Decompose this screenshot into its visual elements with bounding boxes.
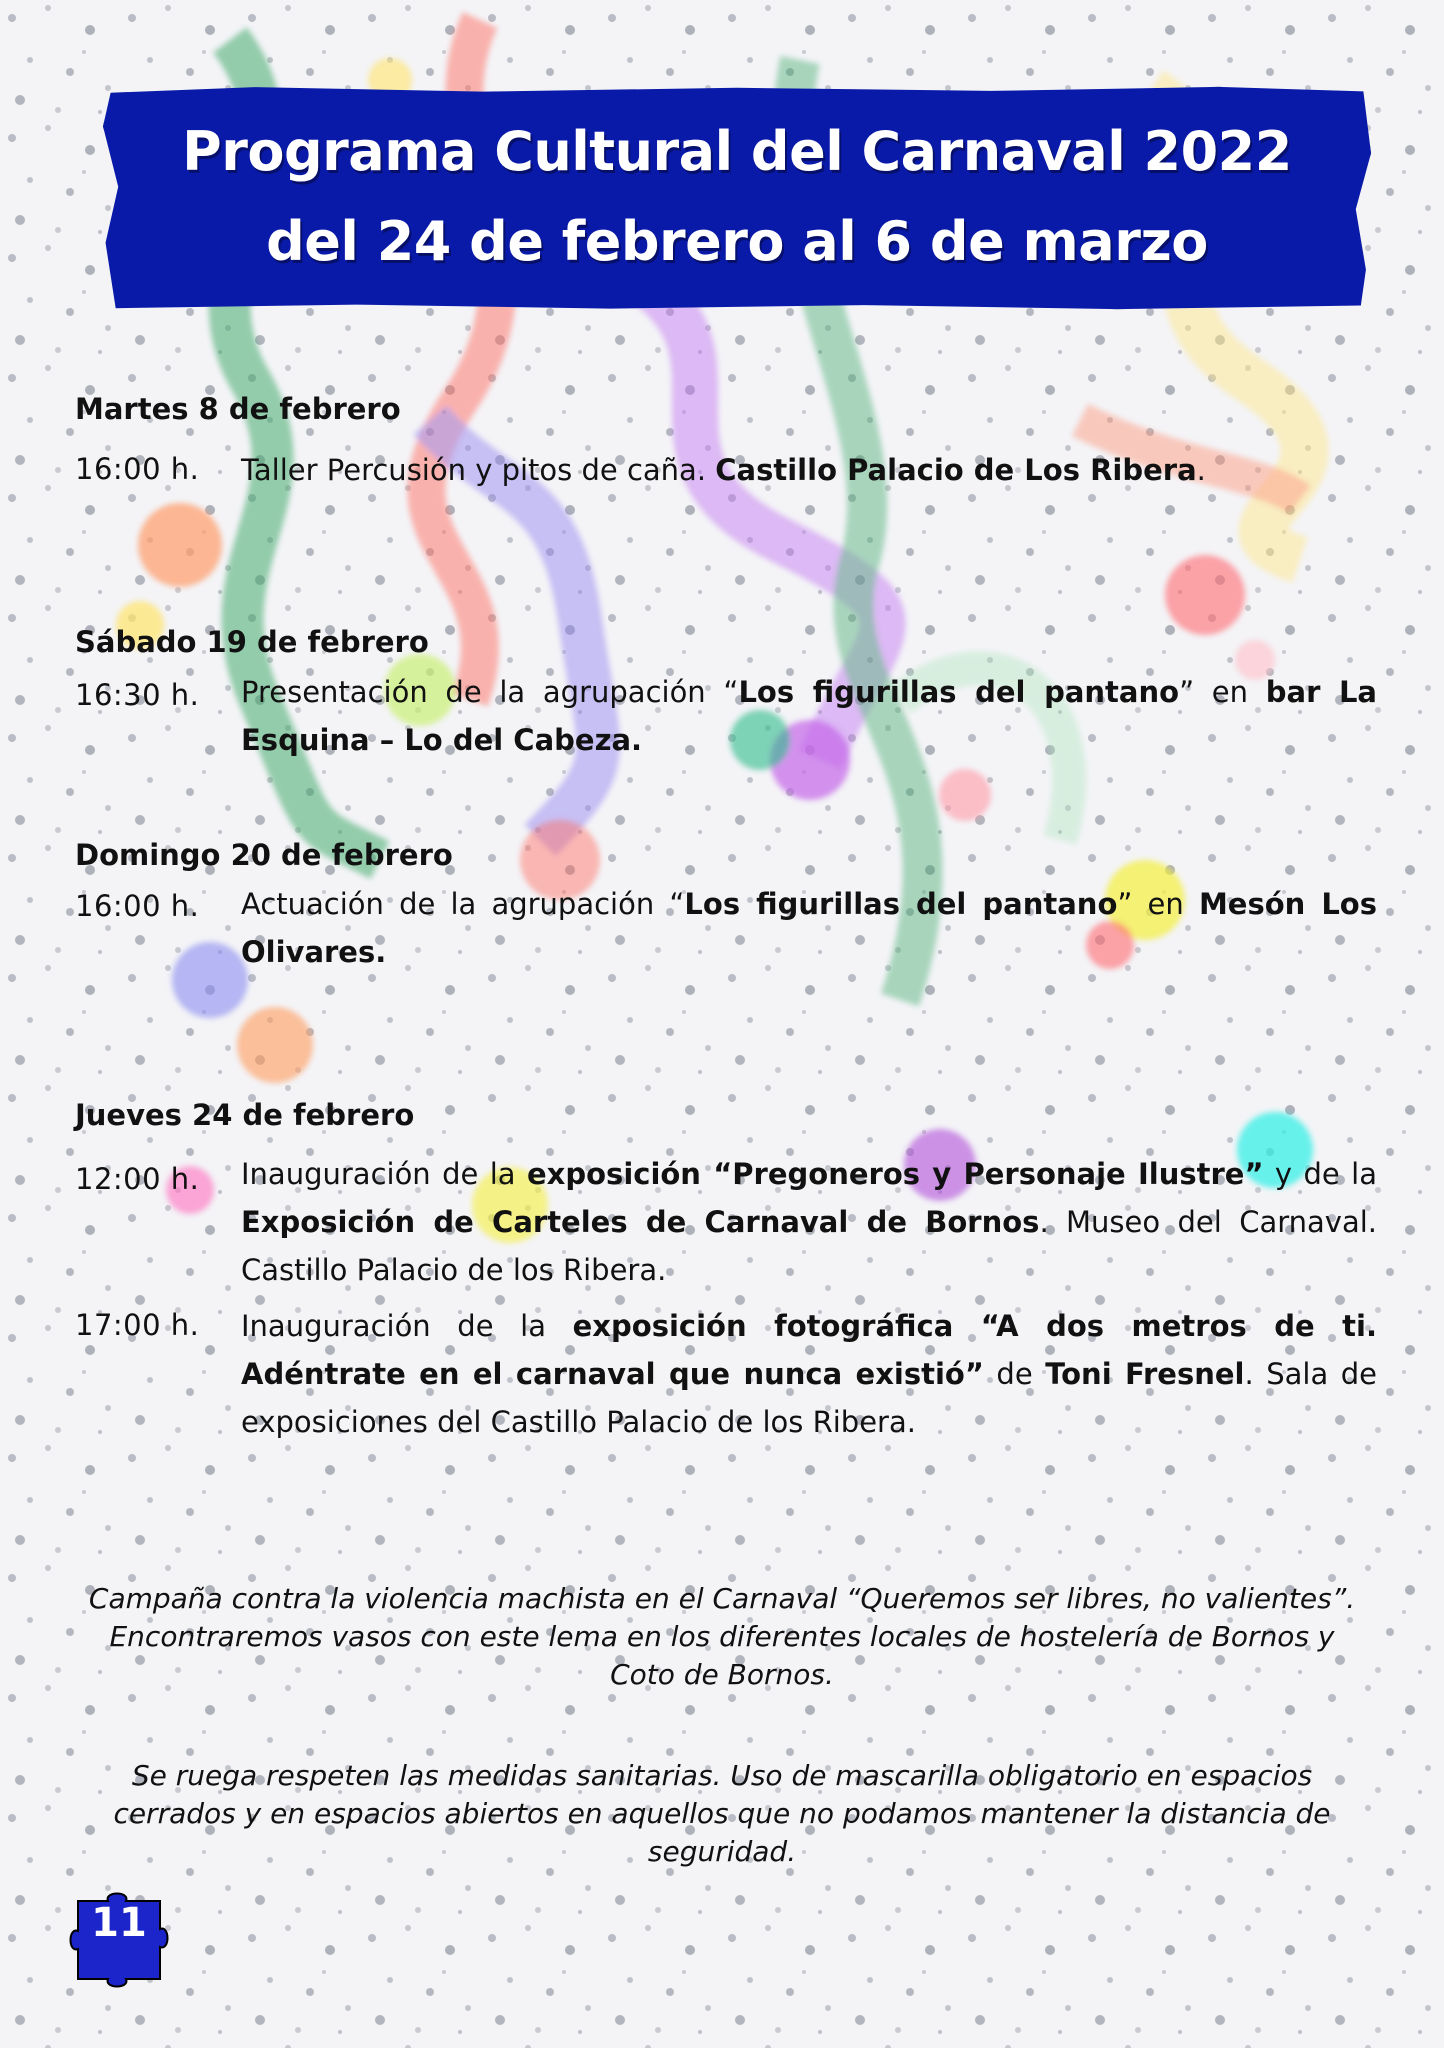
event-description xyxy=(241,668,1377,764)
event-exhibition: exposición “Pregoneros y Personaje Ilustre” xyxy=(527,1157,1264,1191)
event-venue: Castillo Palacio de Los Ribera xyxy=(715,453,1197,487)
event-exhibition: Exposición de Carteles de Carnaval de Bornos xyxy=(241,1205,1040,1239)
campaign-note: Campaña contra la violencia machista en el Carnaval “Queremos ser libres, no valientes”. Encontraremos vasos con este lema en los diferentes locales de hostelería de Bornos y Coto de Bornos. xyxy=(88,1582,1356,1691)
event-text: . Sala de exposiciones del Castillo Palacio de los Ribera. xyxy=(241,1357,1377,1439)
event-text: de xyxy=(983,1357,1046,1391)
event-text: Taller Percusión y pitos de caña. xyxy=(241,453,716,487)
event-time: 12:00 h. xyxy=(75,1162,200,1196)
event-time: 16:30 h. xyxy=(75,678,200,712)
event-description xyxy=(241,446,1377,494)
event-day-heading: Domingo 20 de febrero xyxy=(75,838,453,872)
page-number: 11 xyxy=(91,1900,147,1946)
event-text: Inauguración de la xyxy=(241,1157,527,1191)
event-text: ” en xyxy=(1179,675,1266,709)
event-day-heading: Sábado 19 de febrero xyxy=(75,625,429,659)
event-text: ” en xyxy=(1117,887,1199,921)
event-time: 17:00 h. xyxy=(75,1308,200,1342)
event-description xyxy=(241,1150,1377,1294)
event-group: Los figurillas del pantano xyxy=(738,675,1180,709)
event-text: . xyxy=(1196,453,1206,487)
event-author: Toni Fresnel xyxy=(1045,1357,1245,1391)
event-day-heading: Jueves 24 de febrero xyxy=(75,1098,415,1132)
event-text: Inauguración de la xyxy=(241,1309,573,1343)
event-exhibition: exposición fotográfica “A dos metros de ti. Adéntrate en el carnaval que nunca existió” xyxy=(241,1309,1377,1391)
event-description xyxy=(241,880,1377,976)
event-text: Actuación de la agrupación “ xyxy=(241,887,685,921)
page-subtitle: del 24 de febrero al 6 de marzo xyxy=(266,210,1208,273)
event-description xyxy=(241,1302,1377,1446)
event-group: Los figurillas del pantano xyxy=(684,887,1118,921)
event-day-heading: Martes 8 de febrero xyxy=(75,392,401,426)
event-time: 16:00 h. xyxy=(75,452,200,486)
sanitary-note: Se ruega respeten las medidas sanitarias. Uso de mascarilla obligatorio en espacios cerrados y en espacios abiertos en aquellos que no podamos mantener la distancia de seguridad. xyxy=(113,1759,1331,1868)
page-title: Programa Cultural del Carnaval 2022 xyxy=(182,120,1292,183)
event-text: . Museo del Carnaval. Castillo Palacio de los Ribera. xyxy=(241,1205,1377,1287)
event-time: 16:00 h. xyxy=(75,889,200,923)
event-venue: bar La Esquina – Lo del Cabeza. xyxy=(241,675,1377,757)
event-text: Presentación de la agrupación “ xyxy=(241,675,739,709)
event-venue: Mesón Los Olivares. xyxy=(241,887,1377,969)
event-text: y de la xyxy=(1263,1157,1377,1191)
